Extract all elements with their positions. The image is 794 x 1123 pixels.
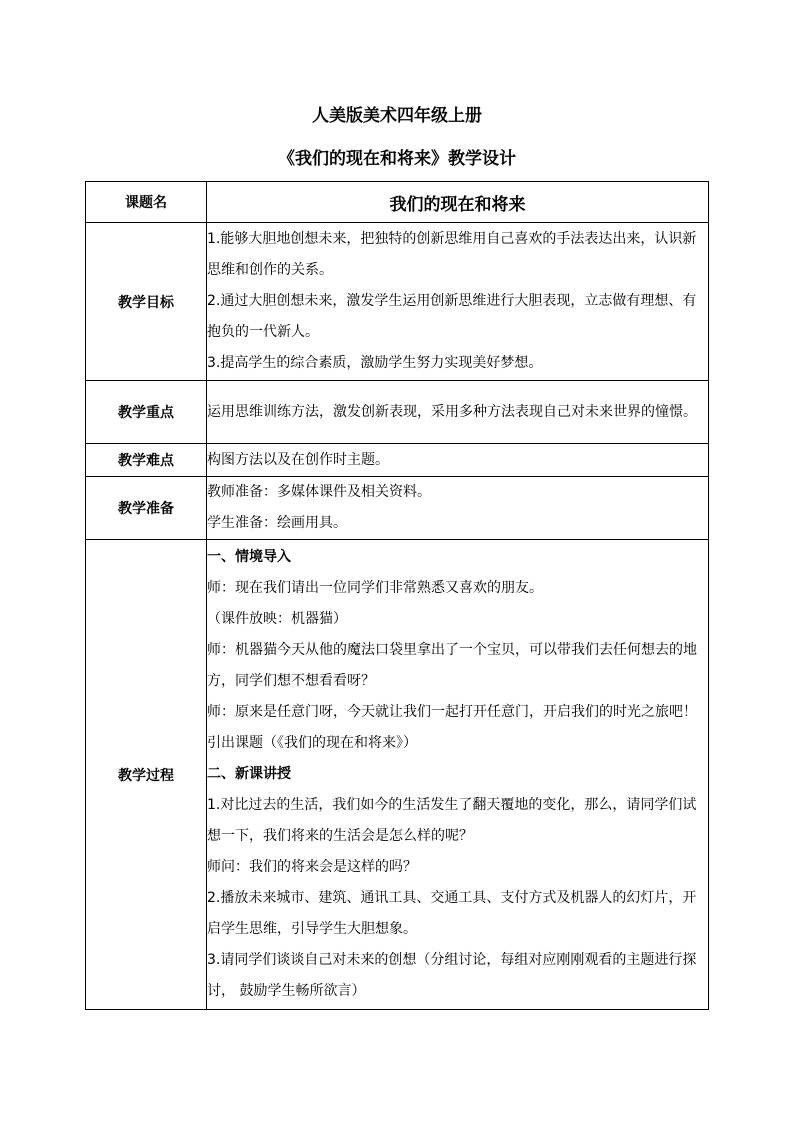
section-heading: 二、新课讲授 (207, 766, 291, 782)
process-item: （课件放映：机器猫） (207, 611, 347, 627)
key-points-content (207, 381, 709, 444)
preparation-content (207, 477, 709, 540)
objective-item: 2.通过大胆创想未来，激发学生运用创新思维进行大胆表现，立志做有理想、有抱负的一代新人。 (207, 293, 697, 340)
objective-item: 1.能够大胆地创想未来，把独特的创新思维用自己喜欢的手法表达出来，认识新思维和创作的关系。 (207, 231, 697, 278)
lesson-plan-table (85, 181, 709, 1010)
objective-item: 3.提高学生的综合素质，激励学生努力实现美好梦想。 (207, 355, 543, 371)
table-row-difficulties (86, 444, 709, 477)
process-item: 师：现在我们请出一位同学们非常熟悉又喜欢的朋友。 (207, 580, 543, 596)
table-row-objectives (86, 223, 709, 381)
preparation-item: 学生准备：绘画用具。 (207, 515, 347, 531)
document-title: 人美版美术四年级上册 (312, 106, 482, 126)
process-item: 3.请同学们谈谈自己对未来的创想（分组讨论，每组对应刚刚观看的主题进行探讨， 鼓励学生畅所欲言） (207, 952, 697, 999)
preparation-label: 教学准备 (86, 477, 207, 540)
table-row-key-points (86, 381, 709, 444)
key-points-label: 教学重点 (86, 381, 207, 444)
table-row-process (86, 540, 709, 1010)
process-label: 教学过程 (86, 540, 207, 1010)
process-item: 师：原来是任意门呀，今天就让我们一起打开任意门，开启我们的时光之旅吧！引出课题（《我们的现在和将来》） (207, 704, 697, 751)
process-item: 2.播放未来城市、建筑、通讯工具、交通工具、支付方式及机器人的幻灯片，开启学生思维，引导学生大胆想象。 (207, 890, 697, 937)
difficulty-item: 构图方法以及在创作时主题。 (207, 451, 389, 468)
difficulties-label: 教学难点 (86, 444, 207, 477)
process-item: 师：机器猫今天从他的魔法口袋里拿出了一个宝贝，可以带我们去任何想去的地方，同学们想不想看看呀？ (207, 642, 697, 689)
key-point-item: 运用思维训练方法，激发创新表现，采用多种方法表现自己对未来世界的憧憬。 (207, 403, 697, 420)
topic-value: 我们的现在和将来 (207, 182, 709, 223)
objectives-label: 教学目标 (86, 223, 207, 381)
difficulties-content (207, 444, 709, 477)
section-heading: 一、情境导入 (207, 549, 291, 565)
table-row-topic (86, 182, 709, 223)
process-content (207, 540, 709, 1010)
process-item: 师问：我们的将来会是这样的吗？ (207, 859, 417, 875)
objectives-content (207, 223, 709, 381)
table-row-preparation (86, 477, 709, 540)
process-item: 1.对比过去的生活，我们如今的生活发生了翻天覆地的变化，那么，请同学们试想一下，我们将来的生活会是怎么样的呢？ (207, 797, 697, 844)
topic-label: 课题名 (86, 182, 207, 223)
preparation-item: 教师准备：多媒体课件及相关资料。 (207, 484, 431, 500)
document-subtitle: 《我们的现在和将来》教学设计 (278, 149, 516, 169)
